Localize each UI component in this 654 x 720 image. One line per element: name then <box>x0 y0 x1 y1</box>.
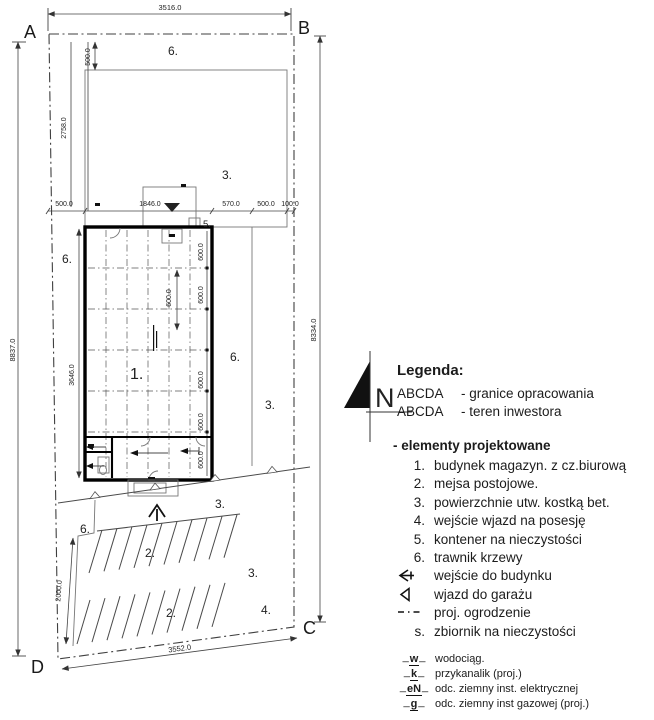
svg-text:3646.0: 3646.0 <box>69 364 76 386</box>
corner-label-c: C <box>303 618 316 638</box>
gas-line-icon: _ g _ <box>397 697 431 712</box>
utility-row <box>397 667 654 682</box>
dimension-top <box>48 3 291 31</box>
legend-symbol-row <box>397 586 654 604</box>
legend-item-text: wjazd do garażu <box>434 586 533 602</box>
legend-designed-header: - elementy projektowane <box>393 438 551 453</box>
entrance-arrow-icon <box>397 568 425 586</box>
sewer-line-icon: _ k _ <box>397 667 431 682</box>
dimension-building-left <box>69 229 79 478</box>
svg-text:500.0: 500.0 <box>85 48 92 66</box>
area-label-gate: 4. <box>261 603 272 617</box>
svg-text:3552.0: 3552.0 <box>167 642 192 655</box>
svg-text:2758.0: 2758.0 <box>61 117 68 139</box>
legend-item-number: 3. <box>413 494 425 510</box>
boundary-desc: - granice opracowania <box>461 386 594 401</box>
legend-item-text: budynek magazyn. z cz.biurową <box>434 458 627 473</box>
building <box>85 227 212 481</box>
dimension-right <box>309 36 326 622</box>
area-label-container: 5. <box>203 219 211 230</box>
bay-dim: 600.0 <box>198 371 205 389</box>
bay-dim: 600.0 <box>198 413 205 431</box>
area-label-lawn-bottom: 6. <box>80 522 91 536</box>
legend-item <box>397 512 654 530</box>
legend-item-text: trawnik krzewy <box>434 550 523 566</box>
dimension-upper-left <box>61 42 95 211</box>
legend-item-number: 5. <box>413 531 425 547</box>
svg-text:1846.0: 1846.0 <box>139 201 161 208</box>
legend-item-text: mejsa postojowe. <box>434 476 539 492</box>
legend-item-text: zbiornik na nieczystości <box>434 623 576 639</box>
legend-symbol-row <box>397 604 654 622</box>
area-label-paved-top: 3. <box>222 168 233 182</box>
bay-dim: 600.0 <box>198 286 205 304</box>
utility-text: odc. ziemny inst. elektrycznej <box>435 683 579 696</box>
bay-dim: 600.0 <box>166 289 173 307</box>
area-label-paved-right: 3. <box>265 398 276 412</box>
garage-entry-triangle-icon <box>397 587 425 605</box>
legend <box>393 362 654 712</box>
legend-item-text: proj. ogrodzenie <box>434 605 531 621</box>
svg-text:8334.0: 8334.0 <box>309 318 318 342</box>
svg-text:100.0: 100.0 <box>281 201 299 208</box>
legend-item-number: 1. <box>413 458 425 473</box>
legend-boundary-row <box>397 385 654 403</box>
utility-text: przykanalik (proj.) <box>435 668 522 681</box>
area-label-lawn-top: 6. <box>168 44 179 58</box>
legend-item <box>397 531 654 549</box>
svg-text:500.0: 500.0 <box>55 201 73 208</box>
boundary-desc: - teren inwestora <box>461 404 562 419</box>
legend-item <box>397 549 654 567</box>
bay-dim: 600.0 <box>198 451 205 469</box>
utility-text: odc. ziemny inst gazowej (proj.) <box>435 698 590 711</box>
utility-row <box>397 682 654 697</box>
legend-item-text: powierzchnie utw. kostką bet. <box>434 494 610 510</box>
legend-item <box>397 494 654 512</box>
legend-item <box>397 457 654 475</box>
utility-row <box>397 697 654 712</box>
legend-item-number: s. <box>414 623 425 639</box>
legend-item-text: wejście wjazd na posesję <box>434 513 586 529</box>
water-line-icon: _ w _ <box>397 652 431 667</box>
bay-dim: 600.0 <box>198 243 205 261</box>
legend-item-text: kontener na nieczystości <box>434 531 582 547</box>
legend-item <box>397 623 654 641</box>
area-label-paved-bottom: 3. <box>248 566 259 580</box>
legend-item-number: 4. <box>413 513 425 529</box>
corner-label-a: A <box>24 22 37 42</box>
dimension-left <box>8 42 26 656</box>
area-label-paved-below: 3. <box>215 497 226 511</box>
legend-title: Legenda: <box>397 362 464 379</box>
svg-text:500.0: 500.0 <box>257 201 275 208</box>
boundary-code: ABCDA <box>397 386 444 401</box>
north-label: N <box>375 383 395 413</box>
svg-text:8837.0: 8837.0 <box>8 338 17 362</box>
legend-item-text: wejście do budynku <box>434 568 552 584</box>
legend-item-number: 6. <box>413 550 425 566</box>
boundary-code: ABCDA <box>397 404 444 419</box>
area-label-lawn-left: 6. <box>62 252 73 266</box>
area-label-building: 1. <box>130 366 144 383</box>
legend-utilities <box>397 652 654 712</box>
area-label-parking-2: 2. <box>166 606 177 620</box>
corner-label-b: B <box>298 18 311 38</box>
electric-line-icon: _ eN _ <box>397 682 431 697</box>
fence-line-icon <box>397 605 425 623</box>
area-label-lawn-right: 6. <box>230 350 241 364</box>
svg-text:570.0: 570.0 <box>222 201 240 208</box>
svg-text:3516.0: 3516.0 <box>158 3 182 12</box>
utility-text: wodociąg. <box>435 653 485 666</box>
parking-dim: 2000.0 <box>55 579 64 602</box>
legend-boundary-row <box>397 403 654 421</box>
utility-row <box>397 652 654 667</box>
legend-symbol-row <box>397 567 654 585</box>
legend-item-number: 2. <box>413 476 425 492</box>
area-label-parking-1: 2. <box>145 546 156 560</box>
legend-item <box>397 475 654 493</box>
corner-label-d: D <box>31 657 44 677</box>
waste-container <box>189 218 200 226</box>
